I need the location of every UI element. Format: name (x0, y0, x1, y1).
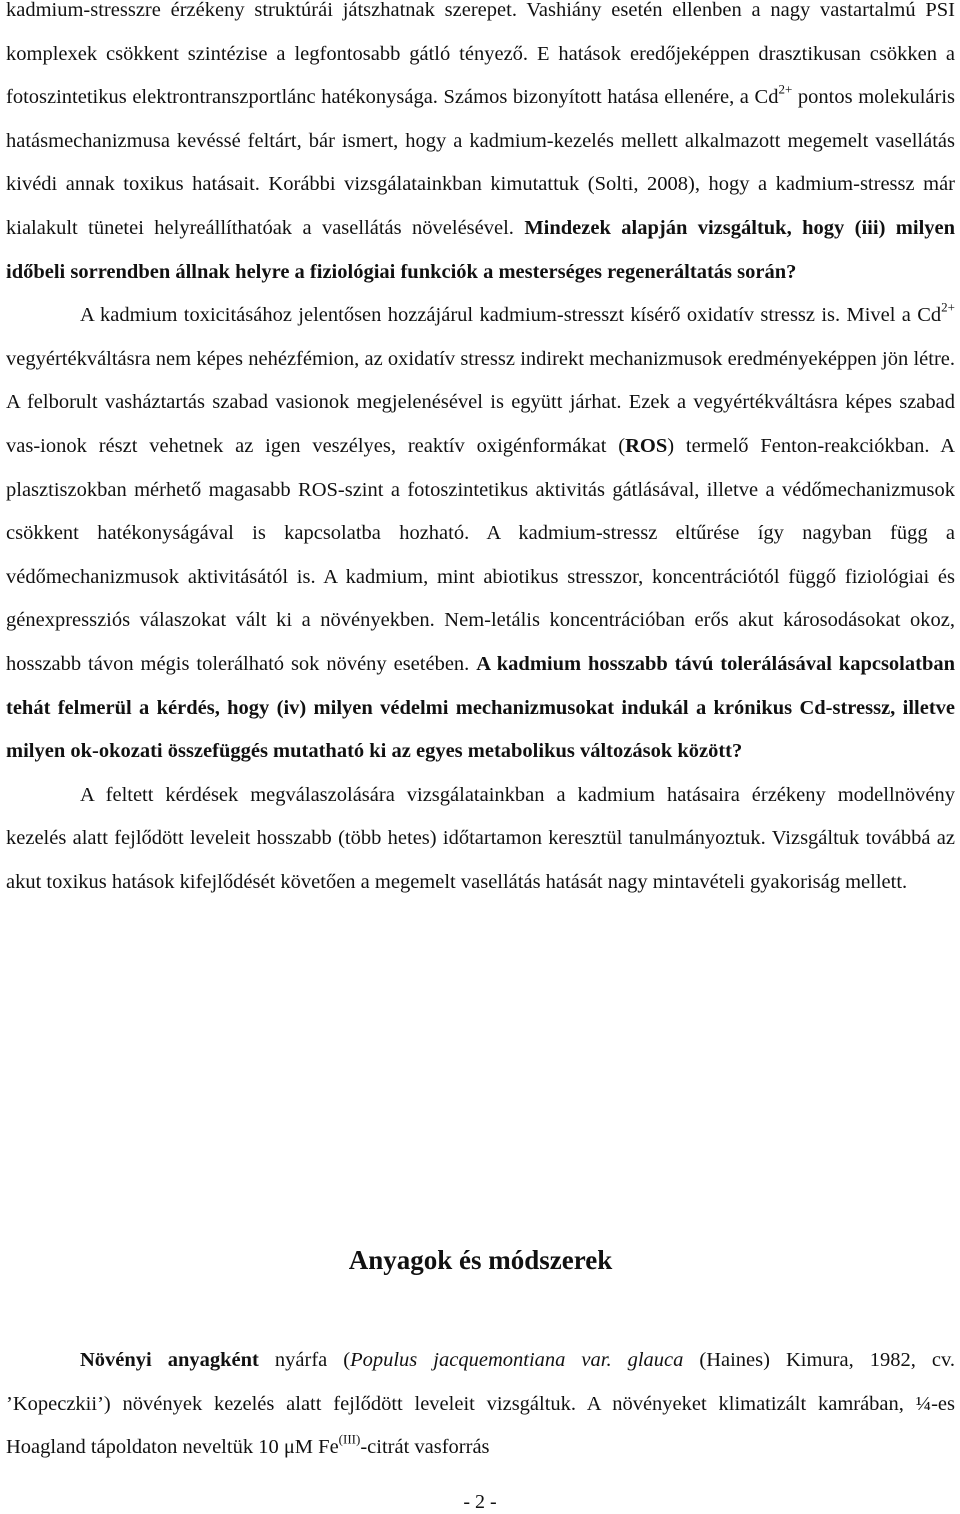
section-title: Anyagok és módszerek (348, 1245, 613, 1275)
paragraph-text: vegyértékváltásra nem képes nehézfémion, az oxidatív stressz indirekt mechanizmusok eredményeképpen jön létre. A felborult vasháztartás szabad vasionok megjelenésével is együtt járhat. Ezek a vegyértékváltásra képes szabad vas-ionok részt vehetnek az igen veszélyes, reaktív oxigénformákat ( (6, 347, 955, 457)
species-name: Populus jacquemontiana var. glauca (350, 1349, 684, 1371)
document-page (6, 0, 956, 1459)
paragraph-3: A feltett kérdések megválaszolására vizsgálatainkban a kadmium hatásaira érzékeny modellnövény kezelés alatt fejlődött leveleit hosszabb (több hetes) időtartamon keresztül tanulmányoztuk. Vizsgáltuk továbbá az akut toxikus hatások kifejlődését követően a megemelt vasellátás hatását nagy mintavételi gyakoriság mellett. (6, 783, 955, 893)
bold-question: Mindezek alapján vizsgáltuk, hogy (iii) milyen időbeli sorrendben állnak helyre a fiziológiai funkciók a mesterséges regeneráltatás során? (6, 216, 956, 283)
paragraph-text: (Haines) Kimura, 1982, cv. ’Kopeczkii’) növények kezelés alatt fejlődött leveleit vizsgáltuk. A növényeket klimatizált kamrában, ¼-es Hoagland tápoldaton neveltük 10 μM Fe (6, 1349, 955, 1459)
paragraph-text: -citrát vasforrás (360, 1436, 490, 1459)
paragraph-1 (6, 0, 955, 294)
materials-paragraph (6, 1339, 955, 1470)
paragraph-text: ) termelő Fenton-reakciókban. A plasztiszokban mérhető magasabb ROS-szint a fotoszintetikus aktivitás gátlásával, illetve a védőmechanizmusok csökkent hatékonyságával is kapcsolatba hozható. A kadmium-stressz eltűrése így nagyban függ a védőmechanizmusok aktivitásától is. A kadmium, mint abiotikus stresszor, koncentrációtól függő fiziológiai és génexpressziós válaszokat vált ki a növényekben. Nem-letális koncentrációban erős akut károsodásokat okoz, hosszabb távon mégis tolerálható sok növény esetében. (6, 434, 955, 675)
superscript: 2+ (778, 81, 793, 97)
paragraph-2 (6, 294, 955, 774)
superscript: 2+ (941, 299, 955, 315)
bold-lead: Növényi anyagként (80, 1349, 259, 1371)
ros-abbreviation: ROS (625, 434, 668, 457)
superscript: (III) (338, 1431, 361, 1447)
bold-question: A kadmium hosszabb távú tolerálásával kapcsolatban tehát felmerül a kérdés, hogy (iv) milyen védelmi mechanizmusokat indukál a krónikus Cd-stressz, illetve milyen ok-okozati összefüggés mutatható ki az egyes metabolikus változások között? (6, 652, 955, 763)
page-number: - 2 - (463, 1491, 497, 1513)
paragraph-text: nyárfa ( (258, 1349, 351, 1371)
paragraph-text: kadmium-stresszre érzékeny struktúrái játszhatnak szerepet. Vashiány esetén ellenben a nagy vastartalmú PSI komplexek csökkent szintézise a legfontosabb gátló tényező. E hatások eredőjeképpen drasztikusan csökken a fotoszintetikus elektrontranszportlánc hatékonysága. Számos bizonyított hatása ellenére, a Cd (6, 0, 955, 109)
paragraph-text: A kadmium toxicitásához jelentősen hozzájárul kadmium-stresszt kísérő oxidatív stressz is. Mivel a Cd (80, 304, 942, 327)
paragraph-text: pontos molekuláris hatásmechanizmusa kevéssé feltárt, bár ismert, hogy a kadmium-kezelés mellett alkalmazott megemelt vasellátás kivédi annak toxikus hatásait. Korábbi vizsgálatainkban kimutattuk (Solti, 2008), hogy a kadmium-stressz már kialakult tünetei helyreállíthatóak a vasellátás növelésével. (6, 86, 955, 239)
